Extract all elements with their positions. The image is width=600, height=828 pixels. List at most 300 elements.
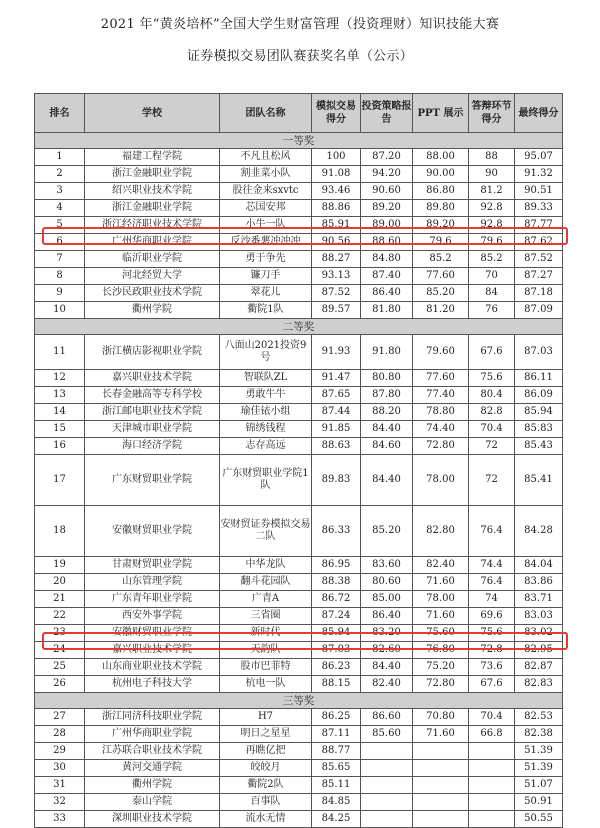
cell-school: 深圳职业技术学院	[85, 811, 220, 828]
cell-rank: 32	[35, 794, 85, 811]
header-final: 最终得分	[515, 94, 563, 133]
cell-sim-score: 85.65	[312, 760, 361, 777]
cell-sim-score: 87.24	[312, 608, 361, 625]
cell-final: 95.07	[515, 149, 563, 166]
cell-sim-score: 86.72	[312, 591, 361, 608]
table-row	[35, 659, 563, 676]
cell-report: 82.40	[361, 676, 413, 693]
cell-report: 82.60	[361, 642, 413, 659]
cell-rank: 28	[35, 726, 85, 743]
cell-final: 83.71	[515, 591, 563, 608]
cell-defense	[469, 760, 515, 777]
cell-defense: 76.4	[469, 506, 515, 557]
cell-rank: 24	[35, 642, 85, 659]
cell-sim-score: 87.44	[312, 404, 361, 421]
table-row	[35, 591, 563, 608]
cell-team: 衢院2队	[220, 777, 312, 794]
cell-report: 80.80	[361, 370, 413, 387]
cell-team: 镰刀手	[220, 268, 312, 285]
table-row	[35, 625, 563, 642]
cell-final: 51.39	[515, 743, 563, 760]
cell-rank: 11	[35, 335, 85, 370]
cell-sim-score: 91.85	[312, 421, 361, 438]
cell-report	[361, 811, 413, 828]
cell-report: 89.00	[361, 217, 413, 234]
cell-ppt: 88.00	[413, 149, 469, 166]
cell-school: 西安外事学院	[85, 608, 220, 625]
cell-sim-score: 89.83	[312, 455, 361, 506]
cell-ppt: 78.80	[413, 404, 469, 421]
cell-report: 87.40	[361, 268, 413, 285]
cell-defense: 67.6	[469, 676, 515, 693]
cell-team: 勇于争先	[220, 251, 312, 268]
cell-team: H7	[220, 709, 312, 726]
cell-defense: 73.6	[469, 659, 515, 676]
cell-team: 明日之星星	[220, 726, 312, 743]
cell-final: 85.83	[515, 421, 563, 438]
cell-ppt: 75.20	[413, 659, 469, 676]
cell-final: 85.43	[515, 438, 563, 455]
cell-report: 89.20	[361, 200, 413, 217]
cell-defense: 67.6	[469, 335, 515, 370]
cell-report: 83.20	[361, 625, 413, 642]
cell-report: 83.60	[361, 557, 413, 574]
cell-school: 广州华商职业学院	[85, 234, 220, 251]
cell-defense: 75.6	[469, 625, 515, 642]
table-row	[35, 777, 563, 794]
cell-report: 84.60	[361, 438, 413, 455]
table-row	[35, 251, 563, 268]
cell-rank: 9	[35, 285, 85, 302]
cell-rank: 15	[35, 421, 85, 438]
cell-team: 锦绣钱程	[220, 421, 312, 438]
cell-sim-score: 87.52	[312, 285, 361, 302]
table-row	[35, 574, 563, 591]
cell-report	[361, 760, 413, 777]
table-row	[35, 811, 563, 828]
table-row	[35, 302, 563, 319]
cell-defense: 81.2	[469, 183, 515, 200]
cell-rank: 29	[35, 743, 85, 760]
cell-school: 江苏联合职业技术学院	[85, 743, 220, 760]
cell-school: 天津城市职业学院	[85, 421, 220, 438]
cell-rank: 27	[35, 709, 85, 726]
header-team: 团队名称	[220, 94, 312, 133]
cell-school: 广州华商职业学院	[85, 726, 220, 743]
cell-sim-score: 91.08	[312, 166, 361, 183]
header-sim-score: 模拟交易得分	[312, 94, 361, 133]
cell-ppt: 81.20	[413, 302, 469, 319]
cell-defense: 85.2	[469, 251, 515, 268]
cell-final: 83.02	[515, 625, 563, 642]
cell-final: 83.86	[515, 574, 563, 591]
cell-report: 84.40	[361, 455, 413, 506]
cell-report: 91.80	[361, 335, 413, 370]
cell-rank: 17	[35, 455, 85, 506]
cell-final: 82.95	[515, 642, 563, 659]
section-title: 一等奖	[35, 133, 563, 149]
cell-sim-score: 84.85	[312, 794, 361, 811]
cell-sim-score: 90.56	[312, 234, 361, 251]
cell-ppt: 85.20	[413, 285, 469, 302]
cell-defense: 82.8	[469, 404, 515, 421]
cell-final: 87.27	[515, 268, 563, 285]
cell-final: 90.51	[515, 183, 563, 200]
cell-school: 山东商业职业技术学院	[85, 659, 220, 676]
cell-rank: 10	[35, 302, 85, 319]
title-line-1: 2021 年“黄炎培杯”全国大学生财富管理（投资理财）知识技能大赛	[100, 17, 500, 32]
cell-report: 80.60	[361, 574, 413, 591]
cell-sim-score: 86.95	[312, 557, 361, 574]
cell-report: 81.80	[361, 302, 413, 319]
cell-team: 再瞧亿把	[220, 743, 312, 760]
cell-team: 翠花儿	[220, 285, 312, 302]
cell-defense	[469, 743, 515, 760]
cell-team: 反沙番薯冲冲冲	[220, 234, 312, 251]
cell-ppt: 79.60	[413, 335, 469, 370]
table-row	[35, 760, 563, 777]
table-row	[35, 335, 563, 370]
cell-team: 勇敢牛牛	[220, 387, 312, 404]
cell-ppt: 72.80	[413, 438, 469, 455]
table-row	[35, 166, 563, 183]
cell-school: 泰山学院	[85, 794, 220, 811]
cell-rank: 25	[35, 659, 85, 676]
cell-school: 广东财贸职业学院	[85, 455, 220, 506]
cell-report: 85.00	[361, 591, 413, 608]
cell-team: 股往金来sxvtc	[220, 183, 312, 200]
cell-final: 82.53	[515, 709, 563, 726]
cell-final: 51.39	[515, 760, 563, 777]
cell-school: 杭州电子科技大学	[85, 676, 220, 693]
cell-rank: 2	[35, 166, 85, 183]
table-row	[35, 726, 563, 743]
cell-defense: 90	[469, 166, 515, 183]
section-title: 三等奖	[35, 693, 563, 709]
cell-sim-score: 88.77	[312, 743, 361, 760]
cell-defense: 74.4	[469, 557, 515, 574]
cell-sim-score: 100	[312, 149, 361, 166]
table-row	[35, 676, 563, 693]
cell-rank: 20	[35, 574, 85, 591]
cell-team: 小牛一队	[220, 217, 312, 234]
cell-rank: 23	[35, 625, 85, 642]
cell-defense: 76.4	[469, 574, 515, 591]
cell-final: 89.33	[515, 200, 563, 217]
cell-sim-score: 87.65	[312, 387, 361, 404]
cell-report	[361, 743, 413, 760]
cell-team: 股市巴菲特	[220, 659, 312, 676]
table-row	[35, 794, 563, 811]
table-row	[35, 200, 563, 217]
cell-team: 智联队ZL	[220, 370, 312, 387]
cell-school: 山东管理学院	[85, 574, 220, 591]
cell-team: 衢院1队	[220, 302, 312, 319]
cell-ppt: 77.60	[413, 370, 469, 387]
cell-defense: 80.4	[469, 387, 515, 404]
cell-sim-score: 88.27	[312, 251, 361, 268]
cell-rank: 5	[35, 217, 85, 234]
cell-team: 中华龙队	[220, 557, 312, 574]
cell-defense: 88	[469, 149, 515, 166]
cell-final: 84.04	[515, 557, 563, 574]
cell-school: 广东青年职业学院	[85, 591, 220, 608]
cell-rank: 12	[35, 370, 85, 387]
section-header	[35, 693, 563, 709]
cell-school: 嘉兴职业技术学院	[85, 642, 220, 659]
cell-final: 87.09	[515, 302, 563, 319]
header-defense: 答辩环节得分	[469, 94, 515, 133]
cell-rank: 6	[35, 234, 85, 251]
cell-defense	[469, 811, 515, 828]
cell-sim-score: 91.93	[312, 335, 361, 370]
cell-rank: 21	[35, 591, 85, 608]
cell-ppt	[413, 811, 469, 828]
table-row	[35, 709, 563, 726]
cell-school: 浙江金融职业学院	[85, 166, 220, 183]
cell-final: 51.07	[515, 777, 563, 794]
cell-report	[361, 777, 413, 794]
table-row	[35, 149, 563, 166]
cell-ppt: 70.80	[413, 709, 469, 726]
cell-ppt	[413, 777, 469, 794]
cell-defense: 74	[469, 591, 515, 608]
cell-rank: 4	[35, 200, 85, 217]
cell-school: 嘉兴职业技术学院	[85, 370, 220, 387]
cell-school: 长沙民政职业技术学院	[85, 285, 220, 302]
cell-sim-score: 93.13	[312, 268, 361, 285]
cell-team: 百事队	[220, 794, 312, 811]
cell-ppt: 72.80	[413, 676, 469, 693]
cell-final: 84.28	[515, 506, 563, 557]
cell-ppt: 71.60	[413, 574, 469, 591]
cell-sim-score: 87.03	[312, 642, 361, 659]
cell-defense: 75.6	[469, 370, 515, 387]
cell-rank: 19	[35, 557, 85, 574]
cell-report: 88.60	[361, 234, 413, 251]
header-report: 投资策略报告	[361, 94, 413, 133]
cell-ppt: 76.80	[413, 642, 469, 659]
cell-defense: 70.4	[469, 709, 515, 726]
cell-final: 50.91	[515, 794, 563, 811]
table-row	[35, 455, 563, 506]
cell-team: 志存高远	[220, 438, 312, 455]
cell-ppt: 78.00	[413, 591, 469, 608]
cell-report: 87.20	[361, 149, 413, 166]
cell-school: 安徽财贸职业学院	[85, 625, 220, 642]
cell-sim-score: 88.86	[312, 200, 361, 217]
cell-defense: 76	[469, 302, 515, 319]
cell-rank: 8	[35, 268, 85, 285]
cell-rank: 13	[35, 387, 85, 404]
cell-sim-score: 86.23	[312, 659, 361, 676]
cell-ppt: 90.00	[413, 166, 469, 183]
cell-ppt	[413, 794, 469, 811]
cell-rank: 30	[35, 760, 85, 777]
cell-report: 86.40	[361, 608, 413, 625]
cell-school: 浙江邮电职业技术学院	[85, 404, 220, 421]
cell-final: 86.11	[515, 370, 563, 387]
cell-defense: 69.6	[469, 608, 515, 625]
cell-school: 浙江经济职业技术学院	[85, 217, 220, 234]
table-row	[35, 387, 563, 404]
cell-report	[361, 794, 413, 811]
table-header-row	[35, 94, 563, 133]
cell-sim-score: 85.11	[312, 777, 361, 794]
cell-ppt: 89.20	[413, 217, 469, 234]
cell-sim-score: 88.15	[312, 676, 361, 693]
cell-team: 八面山2021投资9号	[220, 335, 312, 370]
cell-ppt: 75.60	[413, 625, 469, 642]
cell-school: 浙江金融职业学院	[85, 200, 220, 217]
cell-ppt: 71.60	[413, 608, 469, 625]
cell-ppt: 78.00	[413, 455, 469, 506]
cell-final: 85.94	[515, 404, 563, 421]
cell-report: 84.80	[361, 251, 413, 268]
cell-team: 割韭菜小队	[220, 166, 312, 183]
cell-final: 87.77	[515, 217, 563, 234]
cell-rank: 16	[35, 438, 85, 455]
section-title: 二等奖	[35, 319, 563, 335]
cell-final: 87.18	[515, 285, 563, 302]
table-row	[35, 421, 563, 438]
cell-ppt: 85.2	[413, 251, 469, 268]
cell-ppt	[413, 760, 469, 777]
cell-ppt: 86.80	[413, 183, 469, 200]
cell-school: 浙江横店影视职业学院	[85, 335, 220, 370]
cell-sim-score: 85.91	[312, 217, 361, 234]
cell-rank: 26	[35, 676, 85, 693]
cell-team: 流水无情	[220, 811, 312, 828]
cell-final: 87.03	[515, 335, 563, 370]
cell-defense: 72	[469, 438, 515, 455]
cell-team: 新时代	[220, 625, 312, 642]
table-row	[35, 234, 563, 251]
table-row	[35, 557, 563, 574]
title-line-2: 证券模拟交易团队赛获奖名单（公示）	[186, 49, 414, 64]
cell-team: 不凡且松风	[220, 149, 312, 166]
cell-sim-score: 86.33	[312, 506, 361, 557]
cell-final: 86.09	[515, 387, 563, 404]
cell-team: 瑜佳铱小组	[220, 404, 312, 421]
cell-report: 86.60	[361, 709, 413, 726]
cell-school: 衢州学院	[85, 302, 220, 319]
cell-defense: 72.8	[469, 642, 515, 659]
cell-sim-score: 89.57	[312, 302, 361, 319]
header-rank: 排名	[35, 94, 85, 133]
cell-sim-score: 91.47	[312, 370, 361, 387]
cell-school: 河北经贸大学	[85, 268, 220, 285]
cell-school: 衢州学院	[85, 777, 220, 794]
cell-report: 86.40	[361, 285, 413, 302]
cell-ppt	[413, 743, 469, 760]
cell-defense: 84	[469, 285, 515, 302]
cell-school: 海口经济学院	[85, 438, 220, 455]
cell-team: 广东财贸职业学院1队	[220, 455, 312, 506]
header-ppt: PPT 展示	[413, 94, 469, 133]
cell-defense: 92.8	[469, 217, 515, 234]
cell-team: 皎皎月	[220, 760, 312, 777]
table-row	[35, 217, 563, 234]
cell-team: 广青A	[220, 591, 312, 608]
cell-report: 85.20	[361, 506, 413, 557]
table-row	[35, 285, 563, 302]
cell-ppt: 77.60	[413, 268, 469, 285]
table-row	[35, 268, 563, 285]
cell-defense	[469, 794, 515, 811]
cell-rank: 1	[35, 149, 85, 166]
cell-rank: 7	[35, 251, 85, 268]
cell-report: 84.40	[361, 659, 413, 676]
table-row	[35, 370, 563, 387]
cell-final: 82.87	[515, 659, 563, 676]
cell-school: 浙江同济科技职业学院	[85, 709, 220, 726]
cell-defense: 70	[469, 268, 515, 285]
table-row	[35, 642, 563, 659]
section-header	[35, 133, 563, 149]
header-school: 学校	[85, 94, 220, 133]
table-row	[35, 506, 563, 557]
cell-school: 安徽财贸职业学院	[85, 506, 220, 557]
cell-ppt: 82.80	[413, 506, 469, 557]
cell-report: 87.80	[361, 387, 413, 404]
cell-report: 84.40	[361, 421, 413, 438]
cell-ppt: 77.40	[413, 387, 469, 404]
table-row	[35, 608, 563, 625]
table-row	[35, 183, 563, 200]
cell-final: 87.52	[515, 251, 563, 268]
cell-sim-score: 93.46	[312, 183, 361, 200]
cell-team: 三省圈	[220, 608, 312, 625]
cell-report: 85.60	[361, 726, 413, 743]
cell-rank: 14	[35, 404, 85, 421]
table-row	[35, 404, 563, 421]
cell-ppt: 71.60	[413, 726, 469, 743]
cell-ppt: 74.40	[413, 421, 469, 438]
cell-defense: 66.8	[469, 726, 515, 743]
cell-sim-score: 87.11	[312, 726, 361, 743]
cell-ppt: 82.40	[413, 557, 469, 574]
cell-final: 91.32	[515, 166, 563, 183]
cell-final: 82.83	[515, 676, 563, 693]
cell-school: 绍兴职业技术学院	[85, 183, 220, 200]
cell-sim-score: 85.94	[312, 625, 361, 642]
cell-school: 福建工程学院	[85, 149, 220, 166]
cell-report: 94.20	[361, 166, 413, 183]
cell-sim-score: 88.63	[312, 438, 361, 455]
cell-rank: 3	[35, 183, 85, 200]
cell-team: 杭电一队	[220, 676, 312, 693]
cell-defense	[469, 777, 515, 794]
cell-defense: 72	[469, 455, 515, 506]
cell-final: 82.38	[515, 726, 563, 743]
cell-ppt: 89.80	[413, 200, 469, 217]
cell-team: 天韵队	[220, 642, 312, 659]
table-row	[35, 438, 563, 455]
cell-school: 黄河交通学院	[85, 760, 220, 777]
cell-final: 83.03	[515, 608, 563, 625]
cell-team: 翻斗花园队	[220, 574, 312, 591]
cell-rank: 31	[35, 777, 85, 794]
cell-sim-score: 86.25	[312, 709, 361, 726]
cell-final: 85.41	[515, 455, 563, 506]
cell-team: 安财贸证券模拟交易二队	[220, 506, 312, 557]
cell-final: 50.55	[515, 811, 563, 828]
cell-rank: 22	[35, 608, 85, 625]
cell-report: 90.60	[361, 183, 413, 200]
cell-rank: 18	[35, 506, 85, 557]
cell-report: 88.20	[361, 404, 413, 421]
